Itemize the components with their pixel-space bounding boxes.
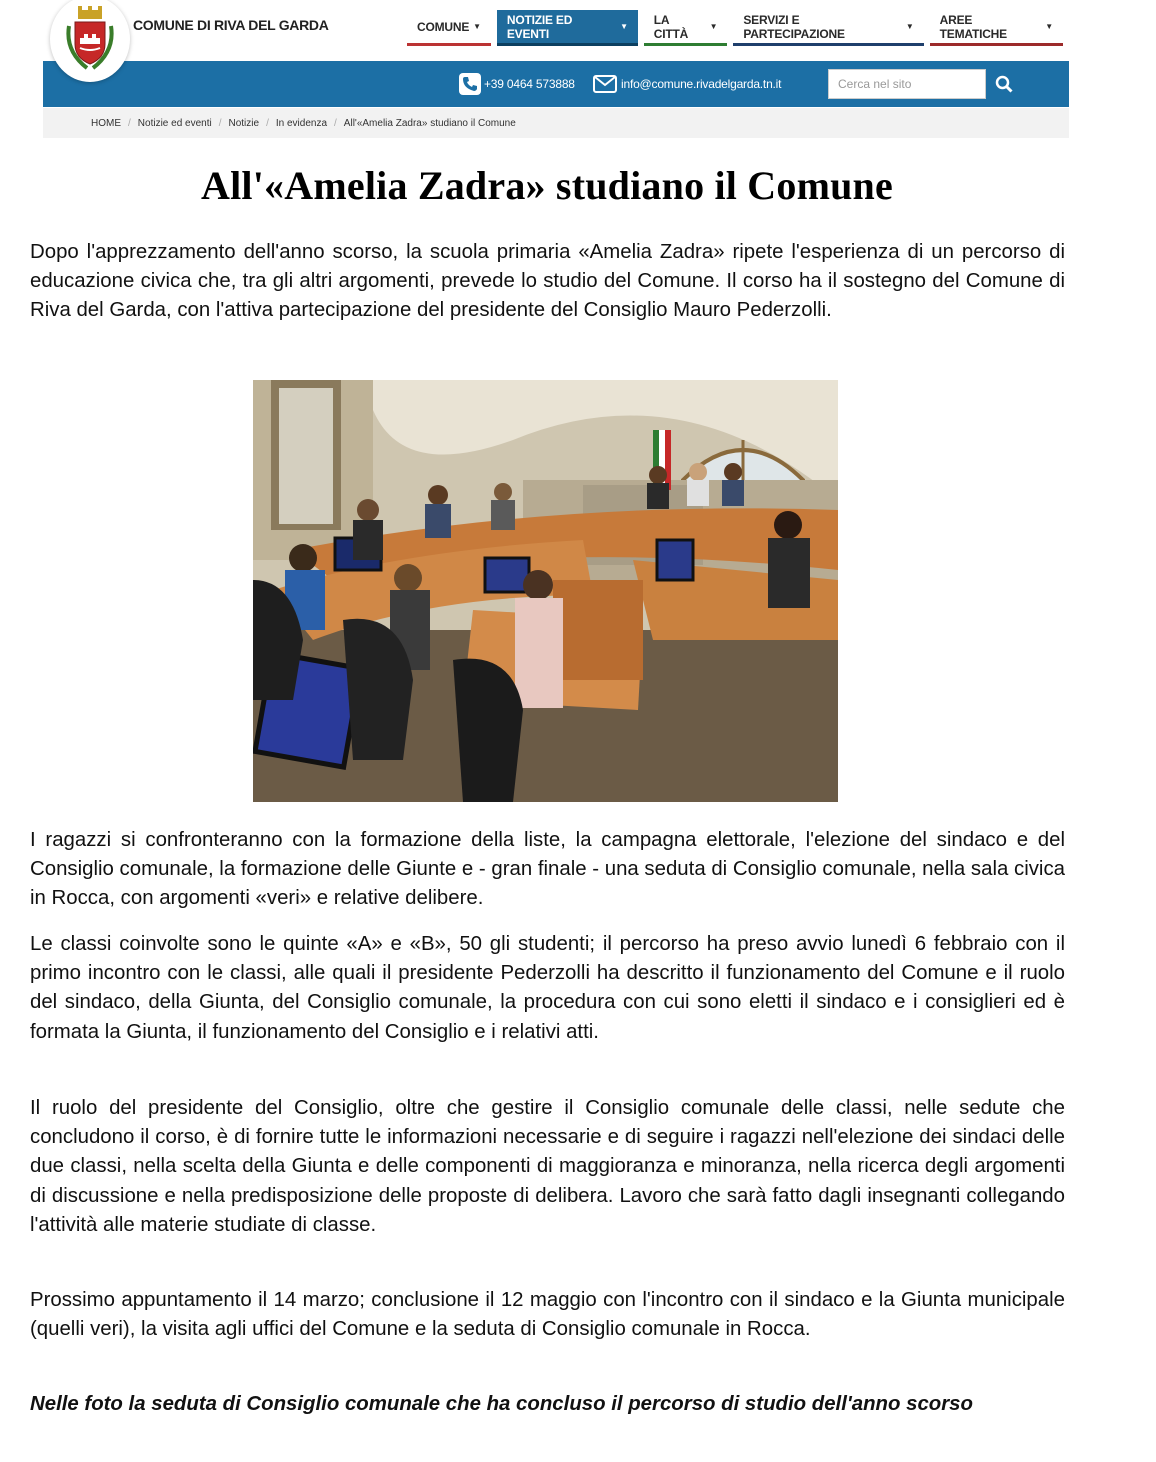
- site-name[interactable]: COMUNE DI RIVA DEL GARDA: [133, 17, 329, 33]
- nav-servizi-label: SERVIZI E PARTECIPAZIONE: [743, 12, 845, 41]
- caret-down-icon: ▼: [709, 22, 718, 31]
- nav-la-citta[interactable]: [644, 10, 728, 46]
- article-paragraph: Il ruolo del presidente del Consiglio, oltre che gestire il Consiglio comunale delle classi, nelle sedute che concludono il corso, è di fornire tutte le informazioni necessarie e di seguire i ragazzi nell'elezione dei sindaci delle due classi, nella scelta della Giunta e delle componenti di maggioranza e minoranza, nella ricerca degli argomenti di discussione e nella predisposizione delle proposte di delibera. Lavoro che sarà fatto dagli insegnanti collegando l'attività alle materie studiate di classe.: [30, 1097, 1065, 1236]
- breadcrumb-in-evidenza[interactable]: In evidenza: [275, 117, 328, 129]
- phone-icon: [459, 73, 481, 95]
- email-address: info@comune.rivadelgarda.tn.it: [621, 77, 782, 91]
- nav-notizie-label: NOTIZIE ED EVENTI: [506, 12, 573, 41]
- search-input[interactable]: [828, 69, 986, 99]
- breadcrumb-separator: /: [334, 117, 337, 129]
- article-paragraph: Prossimo appuntamento il 14 marzo; conclusione il 12 maggio con l'incontro con il sindaco e la Giunta municipale (quelli veri), la visita agli uffici del Comune e la seduta di Consiglio comunale in Rocca.: [30, 1289, 1065, 1341]
- nav-comune-label: COMUNE: [417, 19, 470, 34]
- municipal-crest-logo[interactable]: [50, 0, 130, 82]
- caret-down-icon: ▼: [905, 22, 914, 31]
- article-paragraph: Le classi coinvolte sono le quinte «A» e «B», 50 gli studenti; il percorso ha preso avvio lunedì 6 febbraio con il primo incontro con le classi, alle quali il presidente Pederzolli ha descritto il funzionamento del Comune e il ruolo del sindaco, della Giunta, del Consiglio comunale, la procedura con cui sono eletti il sindaco e i consiglieri ed è formata la Giunta, il funzionamento del Consiglio e i relativi atti.: [30, 933, 1065, 1043]
- breadcrumb-notizie-ed-eventi[interactable]: Notizie ed eventi: [137, 117, 212, 129]
- article-photo: [253, 380, 838, 802]
- nav-notizie-ed-eventi[interactable]: [497, 10, 638, 46]
- search-icon: [995, 75, 1013, 93]
- article-paragraph: I ragazzi si confronteranno con la formazione della liste, la campagna elettorale, l'elezione del sindaco e del Consiglio comunale, la formazione delle Giunte e - gran finale - una seduta di Consiglio comunale, nella sala civica in Rocca, con argomenti «veri» e relative delibere.: [30, 829, 1065, 910]
- breadcrumb-home[interactable]: HOME: [91, 117, 121, 129]
- phone-number: +39 0464 573888: [484, 77, 575, 91]
- nav-la-citta-label: LA CITTÀ: [653, 12, 689, 41]
- nav-aree-tematiche[interactable]: [930, 10, 1063, 46]
- site-header: [43, 0, 1069, 107]
- breadcrumb-separator: /: [128, 117, 131, 129]
- nav-servizi-e-partecipazione[interactable]: [733, 10, 923, 46]
- caret-down-icon: ▼: [620, 22, 628, 31]
- article-title: All'«Amelia Zadra» studiano il Comune: [201, 163, 893, 208]
- article-paragraph: Dopo l'apprezzamento dell'anno scorso, la scuola primaria «Amelia Zadra» ripete l'esperienza di un percorso di educazione civica che, tra gli altri argomenti, prevede lo studio del Comune. Il corso ha il sostegno del Comune di Riva del Garda, con l'attiva partecipazione del presidente del Consiglio Mauro Pederzolli.: [30, 241, 1065, 322]
- search-button[interactable]: [991, 71, 1017, 97]
- breadcrumb-separator: /: [218, 117, 222, 129]
- breadcrumb: [43, 108, 1069, 138]
- breadcrumb-notizie[interactable]: Notizie: [228, 117, 260, 129]
- breadcrumb-separator: /: [266, 117, 269, 129]
- photo-caption: Nelle foto la seduta di Consiglio comunale che ha concluso il percorso di studio dell'anno scorso: [30, 1393, 973, 1415]
- email-contact[interactable]: [592, 73, 781, 95]
- caret-down-icon: ▼: [473, 22, 481, 31]
- caret-down-icon: ▼: [1045, 22, 1053, 31]
- breadcrumb-current: All'«Amelia Zadra» studiano il Comune: [343, 117, 516, 129]
- main-navigation: [407, 10, 1069, 46]
- utility-bar: [43, 61, 1069, 107]
- phone-contact[interactable]: [459, 73, 575, 95]
- mail-icon: [592, 73, 618, 95]
- crest-icon: [63, 6, 117, 72]
- council-chamber-photo: [253, 380, 838, 802]
- nav-aree-label: AREE TEMATICHE: [939, 12, 1007, 41]
- nav-comune[interactable]: [407, 10, 491, 46]
